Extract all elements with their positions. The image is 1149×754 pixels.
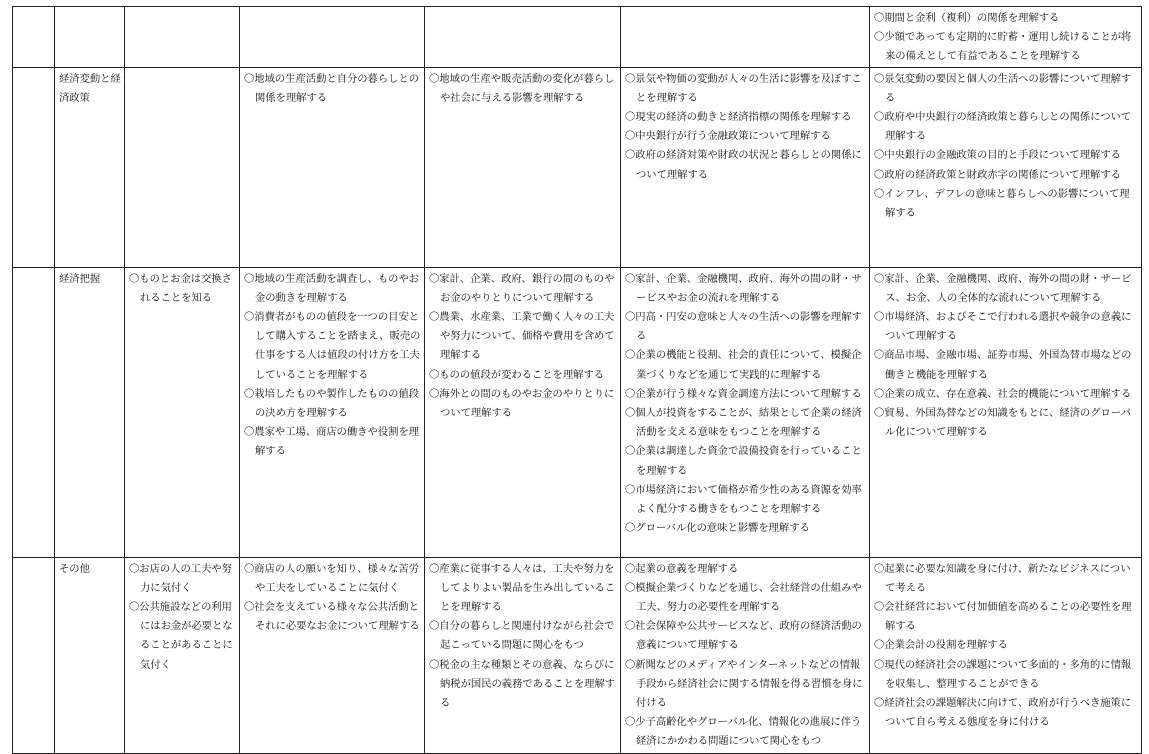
list-item: 〇現代の経済社会の課題について多面的・多角的に情報を収集し、整理することができる <box>874 658 1132 690</box>
list-item: 〇地域の生産や販売活動の変化が暮らしや社会に与える影響を理解する <box>429 72 615 104</box>
content-cell <box>240 67 425 267</box>
list-item: 〇経済社会の課題解決に向けて、政府が行うべき施策について自ら考える態度を身に付ける <box>874 697 1132 729</box>
content-cell <box>425 67 621 267</box>
content-cell <box>870 67 1142 267</box>
list-item: 〇企業は調達した資金で設備投資を行っていることを理解する <box>625 445 862 477</box>
list-item: 〇農家や工場、商店の働きや役割を理解する <box>244 426 420 458</box>
list-item: 〇模擬企業づくりなどを通じ、会社経営の仕組みや工夫、努力の必要性を理解する <box>625 581 862 614</box>
content-cell <box>621 267 870 557</box>
category-cell: その他 <box>55 557 125 753</box>
content-cell <box>125 557 240 753</box>
list-item: 〇家計、企業、金融機関、政府、海外の間の財・サービスやお金の流れを理解する <box>625 272 862 304</box>
list-item: 〇期間と金利（複利）の関係を理解する <box>874 12 1060 24</box>
list-item: 〇起業の意義を理解する <box>625 562 739 575</box>
content-cell <box>621 557 870 753</box>
list-item: 〇公共施設などの利用にはお金が必要となることがあることに気付く <box>129 601 233 671</box>
list-item: 〇景気変動の要因と個人の生活への影響について理解する <box>874 72 1132 104</box>
table-row <box>13 7 1142 68</box>
blank-cell <box>13 7 55 68</box>
list-item: 〇産業に従事する人々は、工夫や努力をしてよりよい製品を生み出していることを理解する <box>429 562 616 614</box>
content-cell <box>125 7 240 68</box>
list-item: 〇栽培したものや製作したものの値段の決め方を理解する <box>244 387 420 420</box>
list-item: 〇商店の人の願いを知り、様々な苦労や工夫をしていることに気付く <box>244 562 420 594</box>
list-item: 〇企業会計の役割を理解する <box>874 639 1008 652</box>
content-cell <box>125 67 240 267</box>
content-cell <box>425 7 621 68</box>
content-cell <box>240 7 425 68</box>
list-item: 〇地域の生産活動と自分の暮らしとの関係を理解する <box>244 72 420 104</box>
content-cell <box>870 7 1142 68</box>
blank-cell <box>13 267 55 557</box>
list-item: 〇中央銀行の金融政策の目的と手段について理解する <box>874 149 1121 162</box>
list-item: 〇市場経済、およびそこで行われる選択や競争の意義について理解する <box>874 311 1132 343</box>
blank-cell <box>13 67 55 267</box>
list-item: 〇海外との間のものやお金のやりとりについて理解する <box>429 387 615 420</box>
list-item: 〇貿易、外国為替などの知識をもとに、経済のグローバル化について理解する <box>874 407 1131 439</box>
list-item: 〇現実の経済の動きと経済指標の関係を理解する <box>625 111 852 124</box>
content-cell <box>621 67 870 267</box>
list-item: 〇会社経営において付加価値を高めることの必要性を理解する <box>874 601 1132 633</box>
blank-cell <box>13 557 55 753</box>
list-item: 〇市場経済において価格が希少性のある資源を効率よく配分する働きをもつことを理解する <box>625 483 862 516</box>
list-item: 〇少子高齢化やグローバル化、情報化の進展に伴う経済にかかわる問題について関心をもつ <box>625 716 862 748</box>
list-item: 〇消費者がものの値段を一つの目安として購入することを踏まえ、販売の仕事をする人は値段の付け方を工夫していることを理解する <box>244 311 421 381</box>
list-item: 〇自分の暮らしと関連付けながら社会で起こっている問題に関心をもつ <box>429 620 615 652</box>
list-item: 〇ものとお金は交換されることを知る <box>129 272 232 304</box>
list-item: 〇社会を支えている様々な公共活動とそれに必要なお金について理解する <box>244 601 420 633</box>
list-item: 〇政府や中央銀行の経済政策と暮らしとの関係について理解する <box>874 111 1132 143</box>
list-item: 〇少額であっても定期的に貯蓄・運用し続けることが将来の備えとして有益であることを理解する <box>874 31 1132 63</box>
list-item: 〇景気や物価の変動が人々の生活に影響を及ぼすことを理解する <box>625 72 862 104</box>
list-item: 〇商品市場、金融市場、証券市場、外国為替市場などの働きと機能を理解する <box>874 349 1132 381</box>
category-cell: 経済変動と経済政策 <box>55 67 125 267</box>
list-item: 〇社会保障や公共サービスなど、政府の経済活動の意義について理解する <box>625 620 862 652</box>
content-cell <box>425 557 621 753</box>
content-cell <box>240 557 425 753</box>
content-cell <box>621 7 870 68</box>
content-cell <box>870 557 1142 753</box>
list-item: 〇政府の経済対策や財政の状況と暮らしとの関係について理解する <box>625 149 862 181</box>
list-item: 〇ものの値段が変わることを理解する <box>429 368 605 381</box>
list-item: 〇政府の経済政策と財政赤字の関係について理解する <box>874 168 1121 181</box>
list-item: 〇中央銀行が行う金融政策について理解する <box>625 130 831 143</box>
content-cell <box>125 267 240 557</box>
list-item: 〇企業の成立、存在意義、社会的機能について理解する <box>874 387 1132 400</box>
content-cell <box>425 267 621 557</box>
table-row <box>13 267 1142 557</box>
list-item: 〇新聞などのメディアやインターネットなどの情報手段から経済社会に関する情報を得る習慣を身に付ける <box>625 658 863 710</box>
table-body <box>13 7 1142 754</box>
list-item: 〇インフレ、デフレの意味と暮らしへの影響について理解する <box>874 187 1130 220</box>
content-cell <box>870 267 1142 557</box>
list-item: 〇個人が投資をすることが、結果として企業の経済活動を支える意味をもつことを理解する <box>625 407 862 439</box>
list-item: 〇企業の機能と役割、社会的責任について、模擬企業づくりなどを通じて実践的に理解する <box>625 349 862 381</box>
curriculum-table <box>12 6 1142 754</box>
list-item: 〇円高・円安の意味と人々の生活への影響を理解する <box>625 311 862 343</box>
list-item: 〇農業、水産業、工業で働く人々の工夫や努力について、価格や費用を含めて理解する <box>429 311 615 362</box>
list-item: 〇お店の人の工夫や努力に気付く <box>129 562 232 594</box>
list-item: 〇家計、企業、政府、銀行の間のものやお金のやりとりについて理解する <box>429 272 615 304</box>
table-row <box>13 557 1142 753</box>
list-item: 〇家計、企業、金融機関、政府、海外の間の財・サービス、お金、人の全体的な流れについて理解する <box>874 272 1132 304</box>
list-item: 〇地域の生産活動を調査し、ものやお金の動きを理解する <box>244 272 420 304</box>
list-item: 〇税金の主な種類とその意義、ならびに納税が国民の義務であることを理解する <box>429 658 616 710</box>
category-cell <box>55 7 125 68</box>
list-item: 〇グローバル化の意味と影響を理解する <box>625 522 810 535</box>
table-row <box>13 67 1142 267</box>
list-item: 〇企業が行う様々な資金調達方法について理解する <box>625 387 862 400</box>
content-cell <box>240 267 425 557</box>
category-cell: 経済把握 <box>55 267 125 557</box>
list-item: 〇起業に必要な知識を身に付け、新たなビジネスについて考える <box>874 562 1131 594</box>
